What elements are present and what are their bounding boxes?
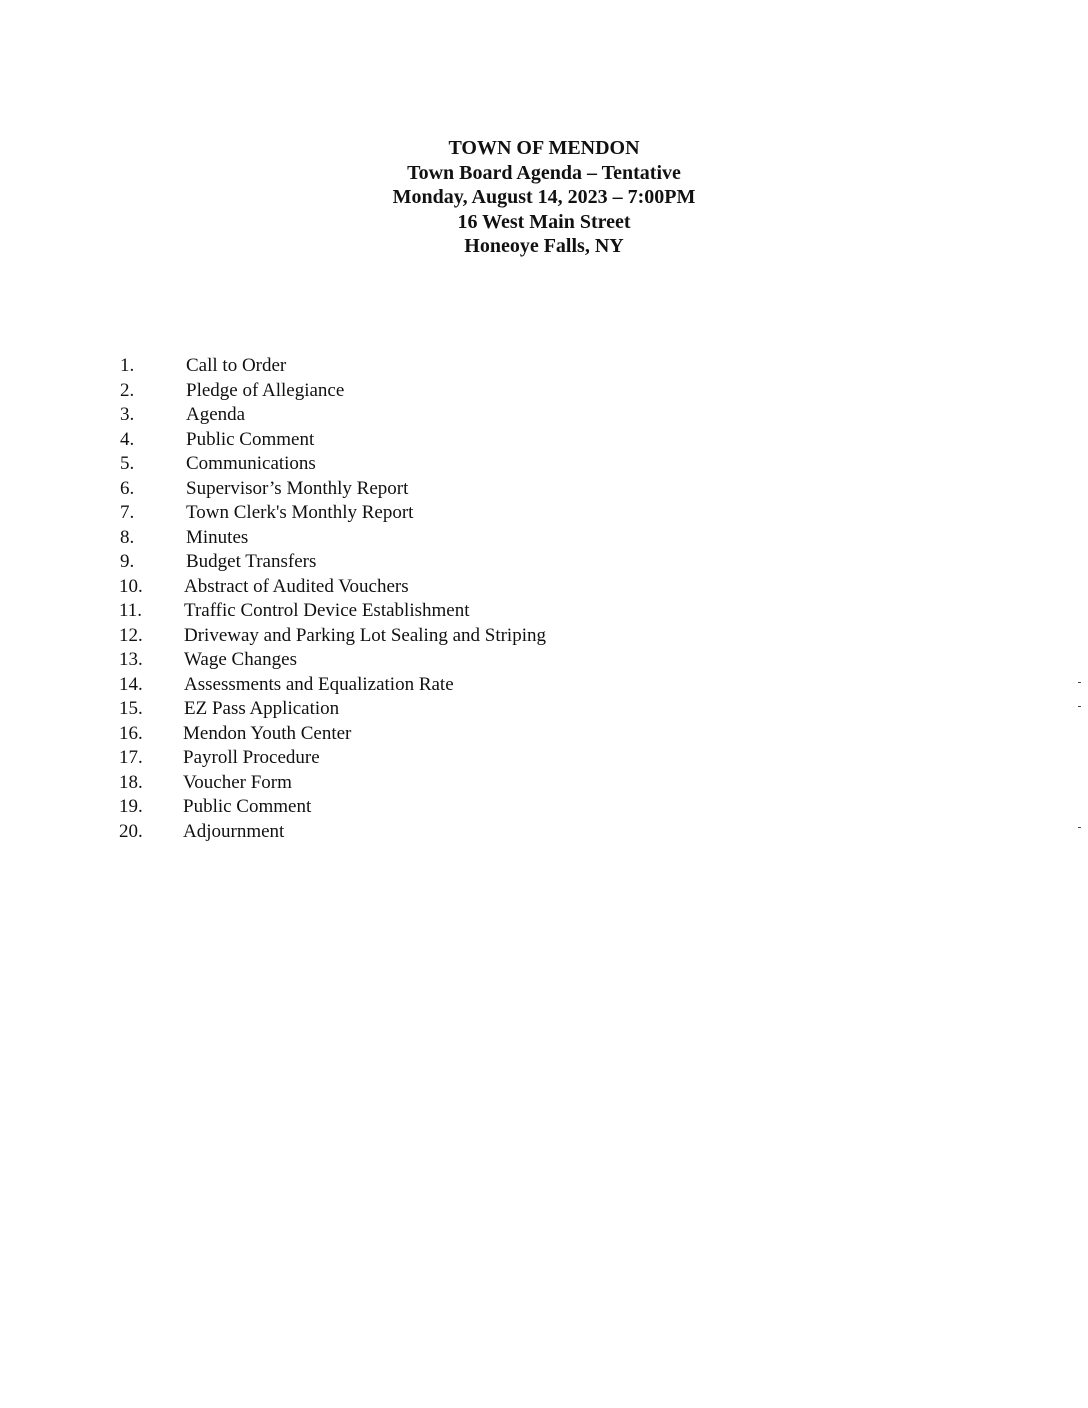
agenda-item-text: Mendon Youth Center [183,722,352,744]
agenda-item-text: Wage Changes [184,649,297,670]
agenda-item [0,795,700,820]
agenda-item-number: 4. [120,428,135,450]
agenda-item [0,697,700,722]
agenda-item-number: 18. [119,771,143,793]
agenda-item-text: Traffic Control Device Establishment [184,600,470,621]
agenda-item [0,403,700,428]
agenda-item-text: Communications [186,453,316,474]
agenda-item-number: 20. [119,820,143,842]
agenda-item-text: Town Clerk's Monthly Report [186,502,414,523]
agenda-item [0,354,700,379]
agenda-item [0,771,700,796]
meeting-city: Honeoye Falls, NY [464,235,624,257]
agenda-item-number: 3. [120,404,135,425]
agenda-title: Town Board Agenda – Tentative [407,161,681,184]
meeting-date-time: Monday, August 14, 2023 – 7:00PM [392,186,696,208]
agenda-item [0,820,700,845]
agenda-item [0,575,700,600]
agenda-item-number: 8. [120,526,135,548]
agenda-item-text: Call to Order [186,355,287,376]
agenda-item [0,477,700,502]
agenda-item-number: 16. [119,722,143,744]
agenda-item-number: 12. [119,624,143,646]
agenda-item-number: 10. [119,575,143,597]
agenda-item-number: 14. [119,673,143,695]
agenda-item-text: EZ Pass Application [184,698,340,719]
scan-artifact [1078,827,1081,828]
town-name: TOWN OF MENDON [448,137,640,159]
agenda-item-number: 17. [119,747,143,768]
agenda-item [0,428,700,453]
agenda-item-text: Pledge of Allegiance [186,379,345,401]
agenda-item [0,599,700,624]
agenda-item [0,624,700,649]
agenda-item-text: Abstract of Audited Vouchers [184,575,409,597]
agenda-item-number: 1. [120,355,135,376]
agenda-item [0,746,700,771]
agenda-item-number: 7. [120,502,135,523]
agenda-item [0,722,700,747]
agenda-item-text: Public Comment [186,428,315,450]
agenda-item-text: Assessments and Equalization Rate [184,673,454,695]
agenda-item-text: Budget Transfers [186,551,317,572]
agenda-item [0,526,700,551]
agenda-item-text: Driveway and Parking Lot Sealing and Striping [184,624,546,646]
agenda-item-text: Supervisor’s Monthly Report [186,477,409,499]
agenda-item [0,648,700,673]
agenda-list [0,354,700,844]
agenda-item-number: 6. [120,477,135,499]
agenda-item [0,550,700,575]
agenda-item-text: Public Comment [183,796,312,817]
agenda-item-number: 19. [119,796,143,817]
agenda-item-text: Payroll Procedure [183,747,320,768]
agenda-item-number: 15. [119,698,143,719]
agenda-item-text: Voucher Form [183,771,292,793]
meeting-street-address: 16 West Main Street [457,210,631,233]
agenda-item-number: 2. [120,379,135,401]
agenda-item-number: 9. [120,551,135,572]
agenda-item [0,673,700,698]
document-header [0,136,1088,259]
agenda-item [0,452,700,477]
agenda-item-number: 13. [119,649,143,670]
agenda-item-text: Agenda [186,404,246,425]
agenda-item-number: 11. [119,600,143,621]
agenda-item [0,379,700,404]
scan-artifact [1078,682,1081,683]
scan-artifact [1078,706,1081,707]
agenda-item-number: 5. [120,453,135,474]
agenda-item [0,501,700,526]
agenda-item-text: Minutes [186,526,249,548]
agenda-item-text: Adjournment [183,820,285,842]
